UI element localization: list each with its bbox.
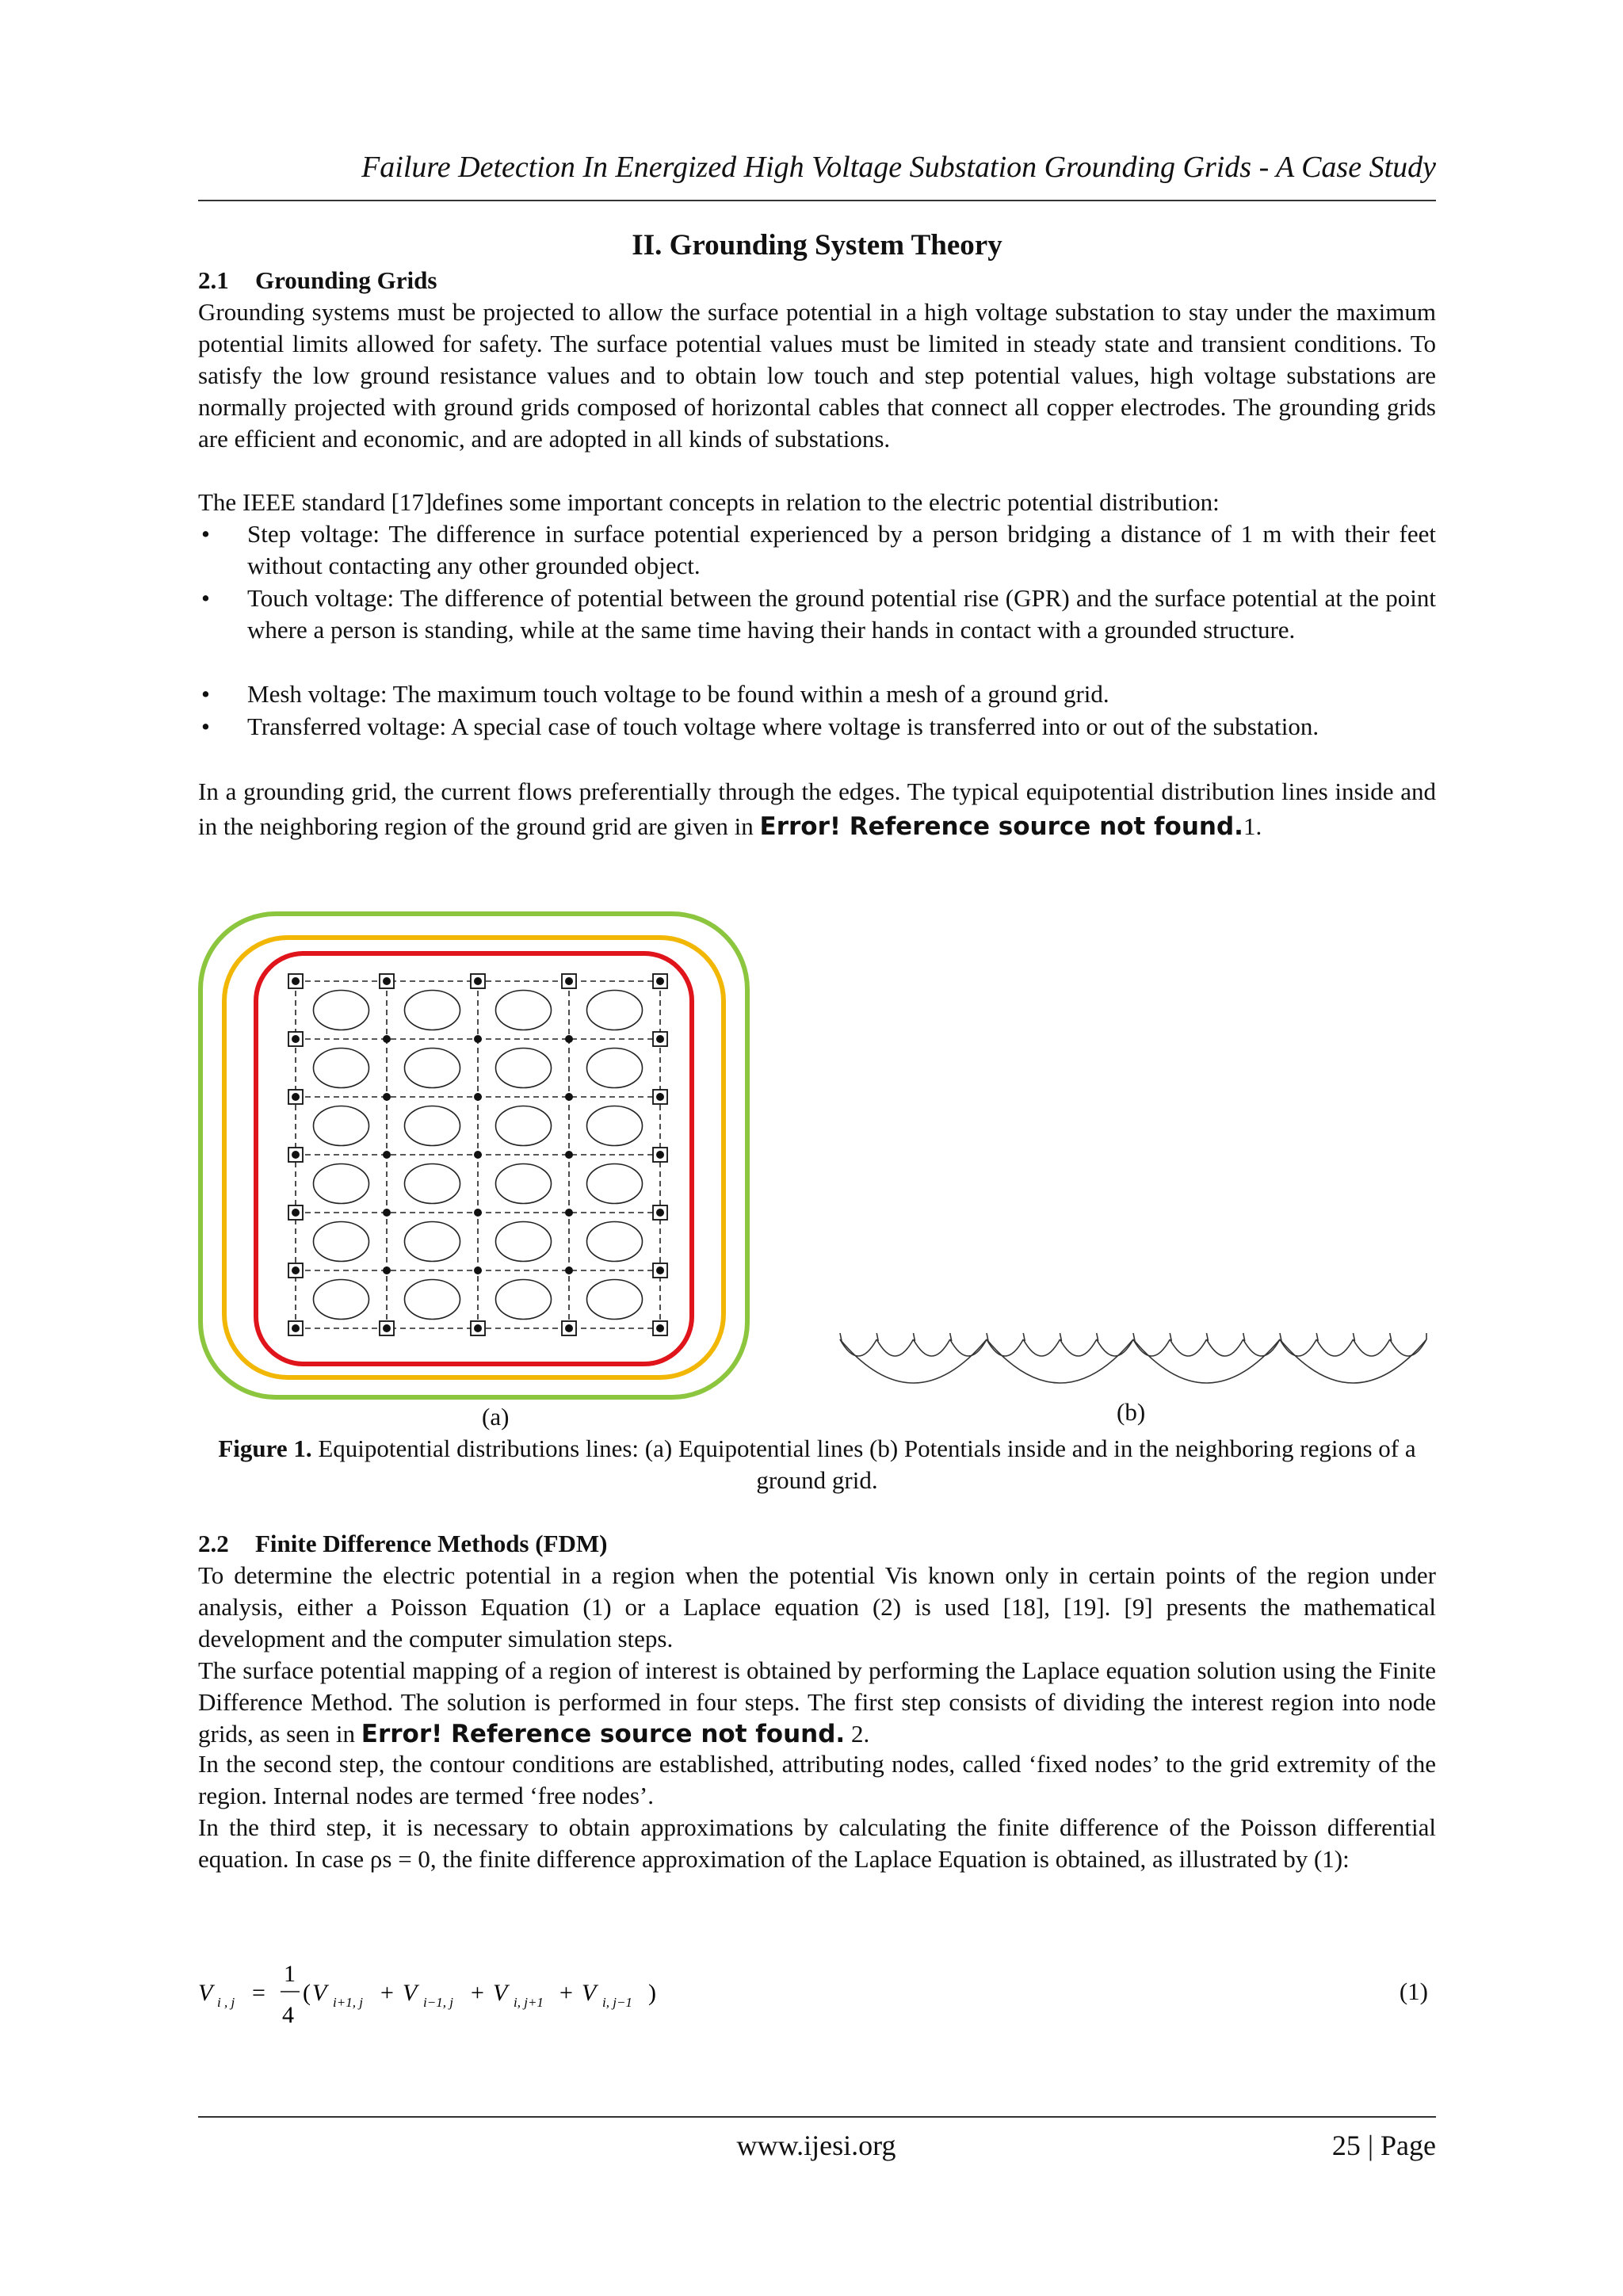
mesh-equipotential-ellipse <box>587 1164 643 1204</box>
mesh-equipotential-ellipse <box>405 1106 460 1146</box>
mesh-equipotential-ellipse <box>496 1049 552 1088</box>
free-node-dot <box>474 1209 482 1217</box>
mesh-equipotential-ellipse <box>314 1280 369 1320</box>
free-node-dot <box>565 1151 573 1159</box>
paragraph-current-flow <box>198 774 1436 844</box>
fixed-node-dot <box>292 1035 300 1043</box>
potential-curve-small <box>950 1339 987 1356</box>
potential-curve-small <box>1170 1339 1206 1356</box>
fixed-node-dot <box>292 1209 300 1217</box>
fixed-node-dot <box>474 1324 482 1332</box>
equation-plus: + <box>471 1980 484 2006</box>
figure-label-b: (b) <box>1117 1398 1146 1426</box>
bullet-step-voltage <box>198 518 1436 582</box>
figure-number: 1. <box>1243 812 1262 840</box>
equation-subscript: i, j+1 <box>514 1995 544 2010</box>
mesh-equipotential-ellipse <box>587 991 643 1030</box>
figure-1a-grounding-grid <box>197 910 751 1409</box>
mesh-equipotential-ellipse <box>496 1280 552 1320</box>
equation-term: V <box>403 1980 418 2006</box>
equation-plus: + <box>559 1980 573 2006</box>
bullet-text: Step voltage: The difference in surface potential experienced by a person bridging a distance of 1 m with their feet without contacting any other grounded object. <box>247 520 1436 579</box>
bullet-text: Touch voltage: The difference of potential between the ground potential rise (GPR) and the surface potential at the point where a person is standing, while at the same time having their hands in contact with a grounded structure. <box>247 584 1436 644</box>
mesh-equipotential-ellipse <box>314 1164 369 1204</box>
potential-curve-small <box>1133 1339 1170 1356</box>
equation-number: (1) <box>1399 1977 1428 2005</box>
error-reference[interactable]: Error! Reference source not found. <box>361 1720 846 1748</box>
potential-curve-large <box>987 1339 1133 1383</box>
free-node-dot <box>565 1035 573 1043</box>
equation-fraction-numerator: 1 <box>284 1961 296 1987</box>
section-title: II. Grounding System Theory <box>632 229 1002 262</box>
fixed-node-dot <box>656 1324 664 1332</box>
fixed-node-dot <box>292 1266 300 1274</box>
equation-1 <box>198 1950 1436 2037</box>
footer-url[interactable]: www.ijesi.org <box>736 2130 896 2161</box>
mesh-equipotential-ellipse <box>496 991 552 1030</box>
equation-lhs: V <box>198 1980 213 2006</box>
error-reference[interactable]: Error! Reference source not found. <box>759 812 1243 841</box>
fixed-node-dot <box>656 1209 664 1217</box>
fixed-node-dot <box>292 1093 300 1101</box>
free-node-dot <box>474 1035 482 1043</box>
potential-curve-small <box>1207 1339 1243 1356</box>
subsection-heading-2-1 <box>198 265 437 296</box>
caption-label: Figure 1. <box>218 1435 312 1462</box>
fixed-node-dot <box>292 977 300 985</box>
potential-curve-large <box>1133 1339 1280 1383</box>
footer-rule <box>198 2116 1436 2118</box>
fixed-node-dot <box>656 1093 664 1101</box>
free-node-dot <box>474 1266 482 1274</box>
potential-curve-small <box>914 1339 950 1356</box>
mesh-equipotential-ellipse <box>405 1049 460 1088</box>
potential-curve-small <box>1060 1339 1097 1356</box>
fixed-node-dot <box>292 1324 300 1332</box>
bullet-icon: • <box>201 680 210 708</box>
fixed-node-dot <box>656 977 664 985</box>
fixed-node-dot <box>565 1324 573 1332</box>
subsection-title: Finite Difference Methods (FDM) <box>255 1530 608 1557</box>
potential-curve-small <box>840 1339 876 1356</box>
potential-curve-small <box>1280 1339 1316 1356</box>
equation-subscript: i+1, j <box>333 1995 363 2010</box>
fixed-node-dot <box>383 1324 391 1332</box>
fixed-node-dot <box>474 977 482 985</box>
potential-curve-large <box>840 1339 987 1383</box>
bullet-touch-voltage <box>198 583 1436 646</box>
subsection-heading-2-2 <box>198 1528 607 1560</box>
potential-curve-small <box>1354 1339 1390 1356</box>
equation-subscript: i, j−1 <box>602 1995 632 2010</box>
fixed-node-dot <box>565 977 573 985</box>
equation-subscript: i−1, j <box>423 1995 453 2010</box>
equation-open-paren: ( <box>303 1980 311 2006</box>
fixed-node-dot <box>656 1266 664 1274</box>
caption-text: Equipotential distributions lines: (a) Equipotential lines (b) Potentials inside and in the neighboring regions of a ground grid. <box>318 1435 1416 1494</box>
free-node-dot <box>383 1093 391 1101</box>
figure-label-a: (a) <box>482 1403 510 1431</box>
equation-fraction-denominator: 4 <box>282 2002 294 2028</box>
paragraph-ieee-standard: The IEEE standard [17]defines some important concepts in relation to the electric potential distribution: <box>198 488 1220 516</box>
header-rule <box>198 200 1436 201</box>
free-node-dot <box>565 1209 573 1217</box>
mesh-equipotential-ellipse <box>314 1049 369 1088</box>
figure-number: 2. <box>845 1720 870 1748</box>
bullet-icon: • <box>201 520 210 548</box>
equation-lhs-subscript: i , j <box>217 1995 235 2010</box>
equation-plus: + <box>380 1980 394 2006</box>
mesh-equipotential-ellipse <box>587 1106 643 1146</box>
potential-curve-small <box>987 1339 1023 1356</box>
mesh-equipotential-ellipse <box>587 1280 643 1320</box>
fixed-node-dot <box>383 977 391 985</box>
grid-mesh <box>200 914 747 1397</box>
potential-curve-small <box>876 1339 913 1356</box>
bullet-text: Transferred voltage: A special case of touch voltage where voltage is transferred into or out of the substation. <box>247 712 1319 740</box>
equation-close-paren: ) <box>648 1980 656 2006</box>
mesh-equipotential-ellipse <box>314 1222 369 1262</box>
potential-curve-large <box>1280 1339 1426 1383</box>
free-node-dot <box>383 1266 391 1274</box>
figure-1-caption <box>198 1433 1436 1496</box>
paragraph-text: The surface potential mapping of a region of interest is obtained by performing the Laplace equation solution using the Finite Difference Method. The solution is performed in four steps. The first step consists of dividing the interest region into node grids, as seen in <box>198 1656 1436 1748</box>
free-node-dot <box>383 1035 391 1043</box>
potential-curve-small <box>1023 1339 1060 1356</box>
potential-curves <box>840 1333 1426 1383</box>
equipotential-line-inner <box>256 953 692 1364</box>
bullet-transferred-voltage <box>198 711 1436 743</box>
mesh-equipotential-ellipse <box>405 1222 460 1262</box>
subsection-title: Grounding Grids <box>255 266 437 294</box>
free-node-dot <box>565 1093 573 1101</box>
mesh-equipotential-ellipse <box>314 1106 369 1146</box>
running-title: Failure Detection In Energized High Voltage Substation Grounding Grids - A Case Study <box>361 151 1436 184</box>
equation-term: V <box>493 1980 508 2006</box>
bullet-icon: • <box>201 584 210 612</box>
paragraph-grounding-systems: Grounding systems must be projected to allow the surface potential in a high voltage substation to stay under the maximum potential limits allowed for safety. The surface potential values must be limited in steady state and transient conditions. To satisfy the low ground resistance values and to obtain low touch and step potential values, high voltage substations are normally projected with ground grids composed of horizontal cables that connect all copper electrodes. The grounding grids are efficient and economic, and are adopted in all kinds of substations. <box>198 298 1436 453</box>
free-node-dot <box>383 1209 391 1217</box>
free-node-dot <box>474 1093 482 1101</box>
equation-term: V <box>312 1980 327 2006</box>
paragraph-third-step: In the third step, it is necessary to obtain approximations by calculating the finite difference of the Poisson differential equation. In case ρs = 0, the finite difference approximation of the Laplace Equation is obtained, as illustrated by (1): <box>198 1813 1436 1873</box>
potential-curve-small <box>1390 1339 1426 1356</box>
subsection-number: 2.1 <box>198 266 229 294</box>
paragraph-second-step: In the second step, the contour conditions are established, attributing nodes, called ‘fixed nodes’ to the grid extremity of the region. Internal nodes are termed ‘free nodes’. <box>198 1750 1436 1809</box>
mesh-equipotential-ellipse <box>587 1049 643 1088</box>
free-node-dot <box>474 1151 482 1159</box>
fixed-node-dot <box>656 1035 664 1043</box>
mesh-equipotential-ellipse <box>314 991 369 1030</box>
bullet-text: Mesh voltage: The maximum touch voltage to be found within a mesh of a ground grid. <box>247 680 1109 708</box>
free-node-dot <box>383 1151 391 1159</box>
bullet-icon: • <box>201 712 210 740</box>
fixed-node-dot <box>292 1151 300 1159</box>
mesh-equipotential-ellipse <box>405 991 460 1030</box>
potential-curve-small <box>1316 1339 1353 1356</box>
mesh-equipotential-ellipse <box>496 1222 552 1262</box>
paragraph-text: In a grounding grid, the current flows preferentially through the edges. The typical equipotential distribution lines inside and in the neighboring region of the ground grid are given in <box>198 777 1436 840</box>
equation-equals: = <box>252 1980 265 2006</box>
fixed-node-dot <box>656 1151 664 1159</box>
mesh-equipotential-ellipse <box>405 1280 460 1320</box>
mesh-equipotential-ellipse <box>496 1164 552 1204</box>
potential-curve-small <box>1243 1339 1280 1356</box>
mesh-equipotential-ellipse <box>405 1164 460 1204</box>
paragraph-surface-potential <box>198 1655 1436 1750</box>
free-node-dot <box>565 1266 573 1274</box>
mesh-equipotential-ellipse <box>496 1106 552 1146</box>
equation-graphic <box>198 1950 911 2037</box>
paragraph-fdm-intro: To determine the electric potential in a region when the potential Vis known only in certain points of the region under analysis, either a Poisson Equation (1) or a Laplace equation (2) is used [18], [19]. [9] presents the mathematical development and the computer simulation steps. <box>198 1561 1436 1652</box>
subsection-number: 2.2 <box>198 1530 229 1557</box>
mesh-equipotential-ellipse <box>587 1222 643 1262</box>
potential-curve-small <box>1097 1339 1133 1356</box>
equation-term: V <box>582 1980 597 2006</box>
bullet-mesh-voltage <box>198 678 1436 710</box>
footer-page-number: 25 | Page <box>1331 2130 1436 2161</box>
